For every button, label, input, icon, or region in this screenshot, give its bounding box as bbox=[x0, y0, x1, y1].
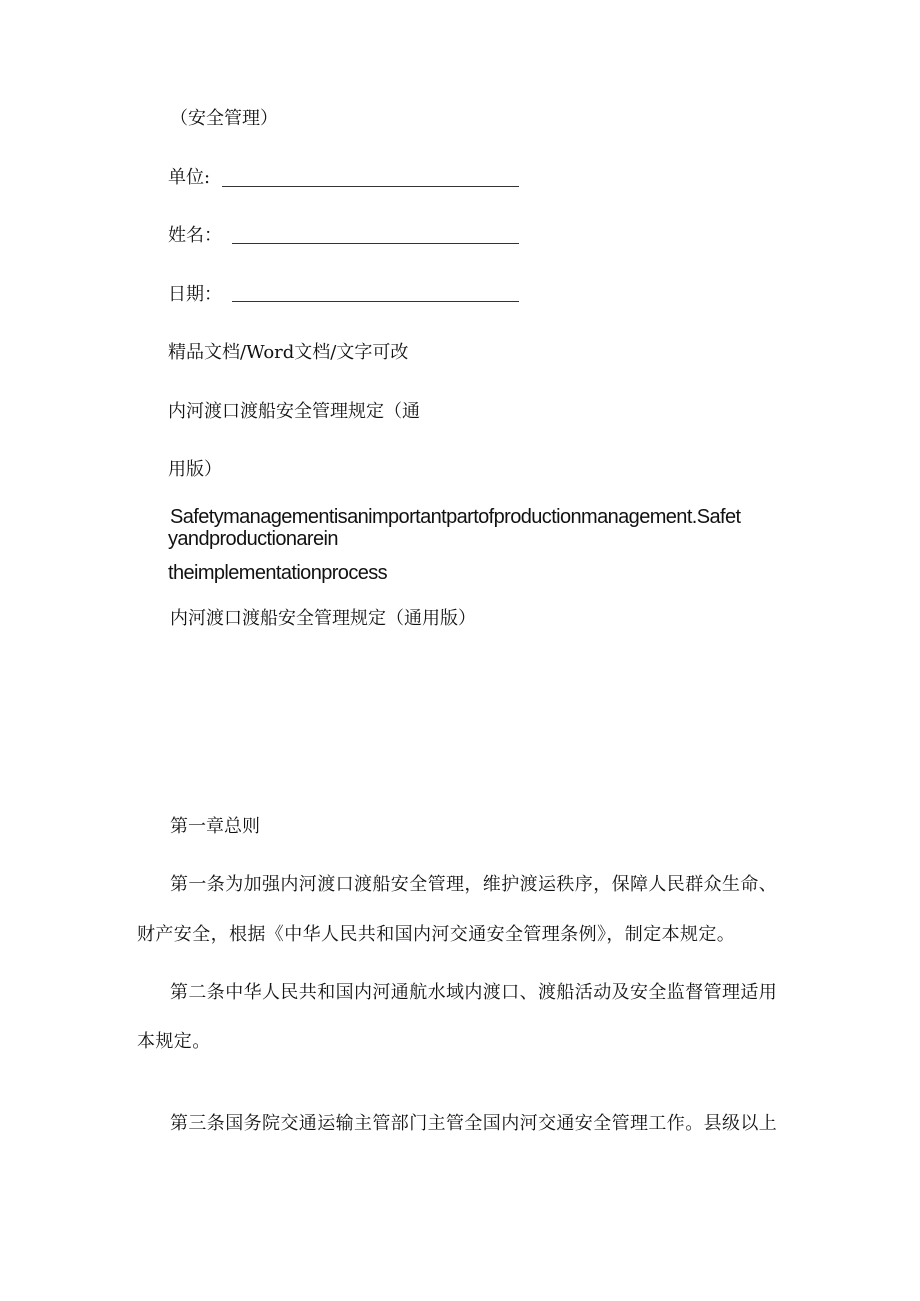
name-underline[interactable] bbox=[232, 243, 519, 244]
english-intro-line2: yandproductionarein bbox=[168, 528, 338, 550]
article-1-line2: 财产安全，根据《中华人民共和国内河交通安全管理条例》，制定本规定。 bbox=[137, 924, 736, 945]
chapter-heading: 第一章总则 bbox=[170, 816, 260, 837]
document-category: （安全管理） bbox=[170, 108, 278, 129]
date-label: 日期： bbox=[168, 284, 222, 305]
unit-label: 单位: bbox=[168, 167, 211, 188]
article-2-line1: 第二条中华人民共和国内河通航水域内渡口、渡船活动及安全监督管理适用 bbox=[170, 982, 778, 1003]
article-3-line1: 第三条国务院交通运输主管部门主管全国内河交通安全管理工作。县级以上 bbox=[170, 1113, 778, 1134]
date-underline[interactable] bbox=[232, 301, 519, 302]
document-title-line2: 用版） bbox=[168, 459, 222, 480]
article-1-line1: 第一条为加强内河渡口渡船安全管理，维护渡运秩序，保障人民群众生命、 bbox=[170, 874, 778, 895]
article-2-line2: 本规定。 bbox=[137, 1031, 211, 1052]
unit-underline[interactable] bbox=[222, 186, 519, 187]
english-intro-line3: theimplementationprocess bbox=[168, 562, 388, 584]
name-label: 姓名： bbox=[168, 225, 222, 246]
english-intro-line1: Safetymanagementisanimportantpartofproductionmanagement.Safet bbox=[170, 506, 741, 528]
document-subtitle: 内河渡口渡船安全管理规定（通用版） bbox=[170, 608, 476, 629]
document-title-line1: 内河渡口渡船安全管理规定（通 bbox=[168, 401, 420, 422]
document-tagline: 精品文档/Word文档/文字可改 bbox=[168, 342, 409, 363]
